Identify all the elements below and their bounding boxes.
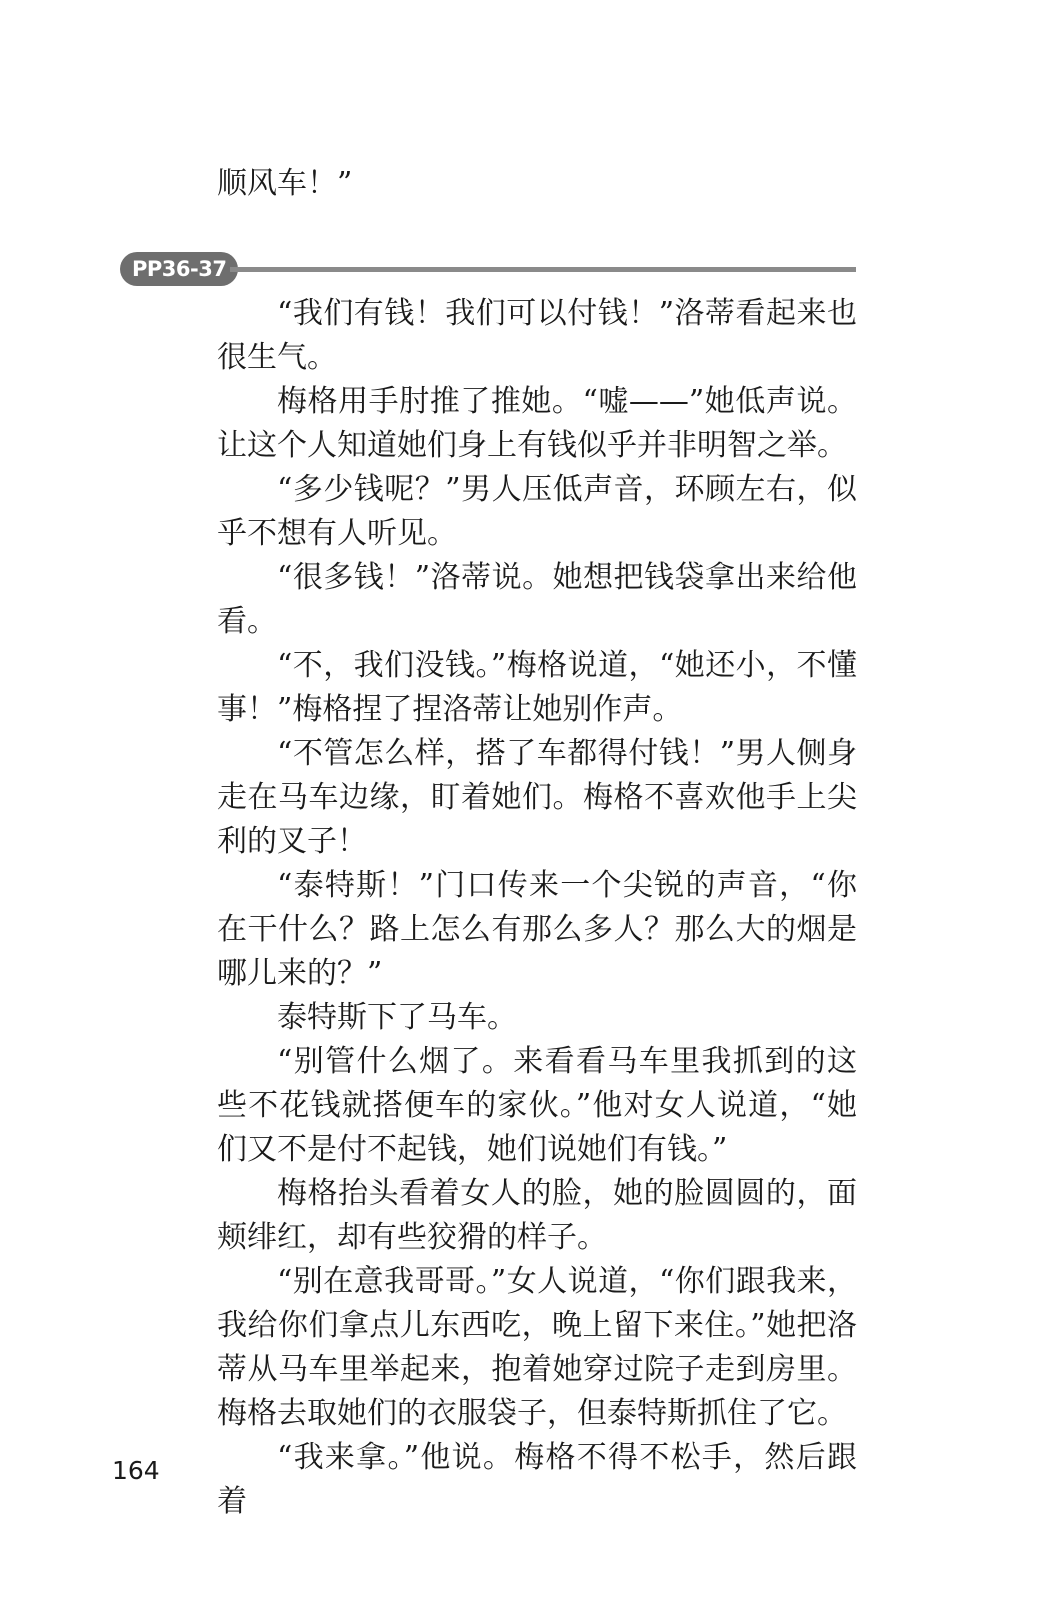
section-marker-label: PP36-37 [120,252,238,286]
paragraph: 泰特斯下了马车。 [277,1000,517,1035]
paragraph: 梅格抬头看着女人的脸，她的脸圆圆的，面颊绯红，却有些狡猾的样子。 [217,1176,857,1255]
paragraph: 梅格用手肘推了推她。“嘘——”她低声说。让这个人知道她们身上有钱似乎并非明智之举。 [217,384,857,463]
page-number: 164 [112,1456,160,1485]
paragraph: “很多钱！”洛蒂说。她想把钱袋拿出来给他看。 [217,560,857,639]
paragraph: “泰特斯！”门口传来一个尖锐的声音，“你在干什么？路上怎么有那么多人？那么大的烟是哪儿来的？” [217,868,857,991]
section-marker [120,252,238,286]
previous-text-line: 顺风车！” [217,166,353,201]
paragraph: “别管什么烟了。来看看马车里我抓到的这些不花钱就搭便车的家伙。”他对女人说道，“她们又不是付不起钱，她们说她们有钱。” [217,1044,857,1167]
paragraph: “别在意我哥哥。”女人说道，“你们跟我来，我给你们拿点儿东西吃，晚上留下来住。”她把洛蒂从马车里举起来，抱着她穿过院子走到房里。梅格去取她们的衣服袋子，但泰特斯抓住了它。 [217,1264,857,1431]
previous-text [217,162,857,206]
body-text [217,292,857,1524]
paragraph: “不，我们没钱。”梅格说道，“她还小，不懂事！”梅格捏了捏洛蒂让她别作声。 [217,648,857,727]
paragraph: “多少钱呢？”男人压低声音，环顾左右，似乎不想有人听见。 [217,472,857,551]
section-divider-line [230,267,856,272]
paragraph: “不管怎么样，搭了车都得付钱！”男人侧身走在马车边缘，盯着她们。梅格不喜欢他手上尖利的叉子！ [217,736,857,859]
paragraph: “我来拿。”他说。梅格不得不松手，然后跟着 [217,1440,857,1519]
paragraph: “我们有钱！我们可以付钱！”洛蒂看起来也很生气。 [217,296,857,375]
